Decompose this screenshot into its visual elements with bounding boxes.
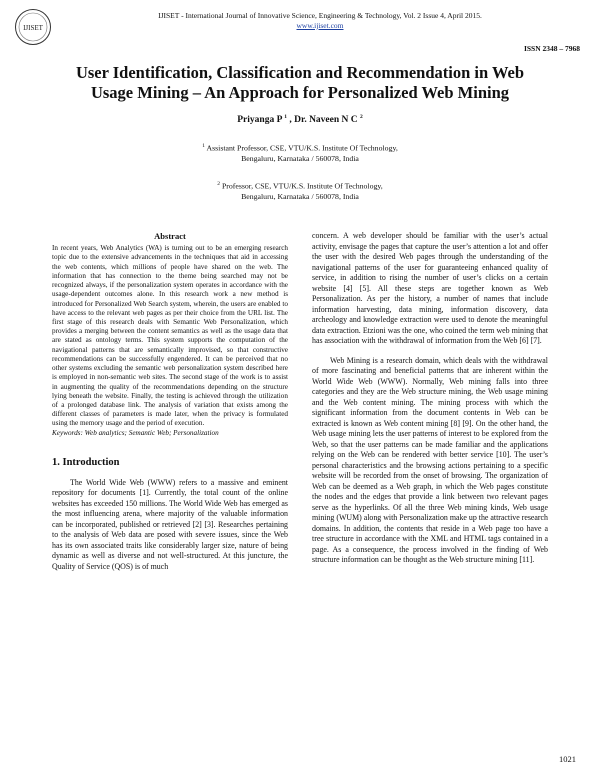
affiliation-2-line-2: Bengaluru, Karnataka / 560078, India: [241, 192, 359, 202]
issn: ISSN 2348 – 7968: [523, 44, 580, 53]
affiliation-1-line-2: Bengaluru, Karnataka / 560078, India: [241, 154, 359, 164]
affiliation-2: [150, 181, 450, 203]
section-heading-introduction: 1. Introduction: [52, 457, 120, 469]
affiliation-1: [150, 143, 450, 165]
abstract-body: In recent years, Web Analytics (WA) is turning out to be an emerging research topic due to the extensive advancements in the techniques that aid in accessing the web contents, which millions of people have shared on the web. The information that has connection to the theme being searched may not be recognized always, if the personalization system operates in accordance with the usage-dependent outcomes alone. In this research work a new method is introduced for Personalized Web Search system, wherein, the users are enabled to have access to the relevant web pages as per their choice from the URL list. The first stage of this research deals with Semantic Web Personalization, which provides a merging between the content semantics as well as the usage data that are stated as ontology terms. This system supports the computation of the navigational patterns that are semantically improvised, so that constructive recommendations can be successfully engendered. It can be perceived that no other systems excluding the semantic web personalization system described here is employed in non-semantic web sites. The second stage of the work is to assist in augmenting the quality of the recommendations depending on the structure lying beneath the website. Finally, the testing is achieved through the utilization of a prolonged database link. The analysis of variation that exists among the different classes of parameters is made later, when the privacy is formulated using the memory usage and the period of execution.: [52, 244, 288, 428]
affiliation-2-line-1: Professor, CSE, VTU/K.S. Institute Of Technology,: [221, 181, 383, 191]
left-column: [52, 231, 288, 572]
journal-url-link[interactable]: www.ijiset.com: [296, 20, 344, 30]
journal-header: [60, 11, 580, 31]
author-separator: ,: [289, 115, 295, 126]
paper-title: [40, 63, 560, 104]
journal-logo-icon: [14, 8, 52, 46]
author-list: [0, 114, 600, 125]
author-2: Dr. Naveen N C: [294, 115, 358, 126]
journal-line: IJISET - International Journal of Innovative Science, Engineering & Technology, Vol. 2 Issue 4, April 2015.: [158, 11, 482, 20]
intro-paragraph-3: Web Mining is a research domain, which deals with the withdrawal of more fascinating and beneficial patterns that are inherent within the World Wide Web (WWW). Normally, Web mining falls into three categories and they are the Web structure mining, the Web usage mining and the Web content mining. The mining process with which the significant information from the document contents in Web can be extracted is known as Web content mining [8] [9]. On the other hand, the Web usage mining lets the user patterns of interest to be explored from the Web, so that the user patterns can be made familiar and the applications relying on the Web can be rendered with better service [10]. The user’s personal characteristics and the browsing actions pertaining to a specific website will be recorded from the onset of browsing. The organization of Web can be deemed as a Web graph, in which the Web pages constitute the nodes and the edges that provide a link between two relevant pages serve as the hyperlinks. Of all the three Web mining kinds, Web usage mining (WUM) along with Personalization make up the attractive research domains. In addition, the contents that reside in a Web page too have a tree structure in accordance with the XML and HTML tags contained in a page. As a consequence, the process involved in the finding of Web structure information can be thought as the Web structure mining [11].: [312, 355, 548, 564]
affiliation-2-sup: 2: [217, 181, 220, 187]
author-1-sup: 1: [284, 114, 287, 120]
abstract-heading: Abstract: [154, 231, 186, 241]
author-2-sup: 2: [360, 114, 363, 120]
page-number: 1021: [559, 754, 576, 764]
title-line-1: User Identification, Classification and Recommendation in Web: [75, 63, 525, 82]
title-line-2: Usage Mining – An Approach for Personalized Web Mining: [90, 83, 510, 103]
affiliation-1-line-1: Assistant Professor, CSE, VTU/K.S. Institute Of Technology,: [206, 143, 398, 153]
affiliation-1-sup: 1: [202, 143, 205, 149]
logo-text: IJISET: [23, 24, 43, 32]
keywords: Keywords: Web analytics; Semantic Web; Personalization: [52, 428, 219, 437]
author-1: Priyanga P: [237, 115, 282, 126]
intro-paragraph-2: concern. A web developer should be familiar with the user’s actual activity, envisage the pages that capture the user’s attention a lot and offer the user with the desired Web pages through the understanding of the navigational patterns of the user for guaranteeing enhanced quality of service, in addition to rising the number of user’s clicks on a certain website [4] [5]. All these steps are together known as Web Personalization. As per the history, a number of names that include information harvesting, data mining, information discovery, data archeology and knowledge extraction were used to denote the meaningful data extraction. Etzioni was the one, who coined the term web mining that has association with the withdrawal of information from the Web [6] [7].: [312, 231, 548, 345]
intro-paragraph-1: The World Wide Web (WWW) refers to a massive and eminent repository for documents [1]. Currently, the total count of the online websites has exceeded 150 millions. The World Wide Web has emerged as the most influencing arena, where majority of the valuable information can be incorporated, published or retrieved [2] [3]. Researches pertaining to the analysis of Web data are posed with severe issues, since the Web has its own associated traits like considerably larger size, nature of being dynamic as well as diverse and not well-structured. At this juncture, the Quality of Service (QOS) is of much: [52, 477, 288, 571]
right-column: [312, 231, 548, 566]
